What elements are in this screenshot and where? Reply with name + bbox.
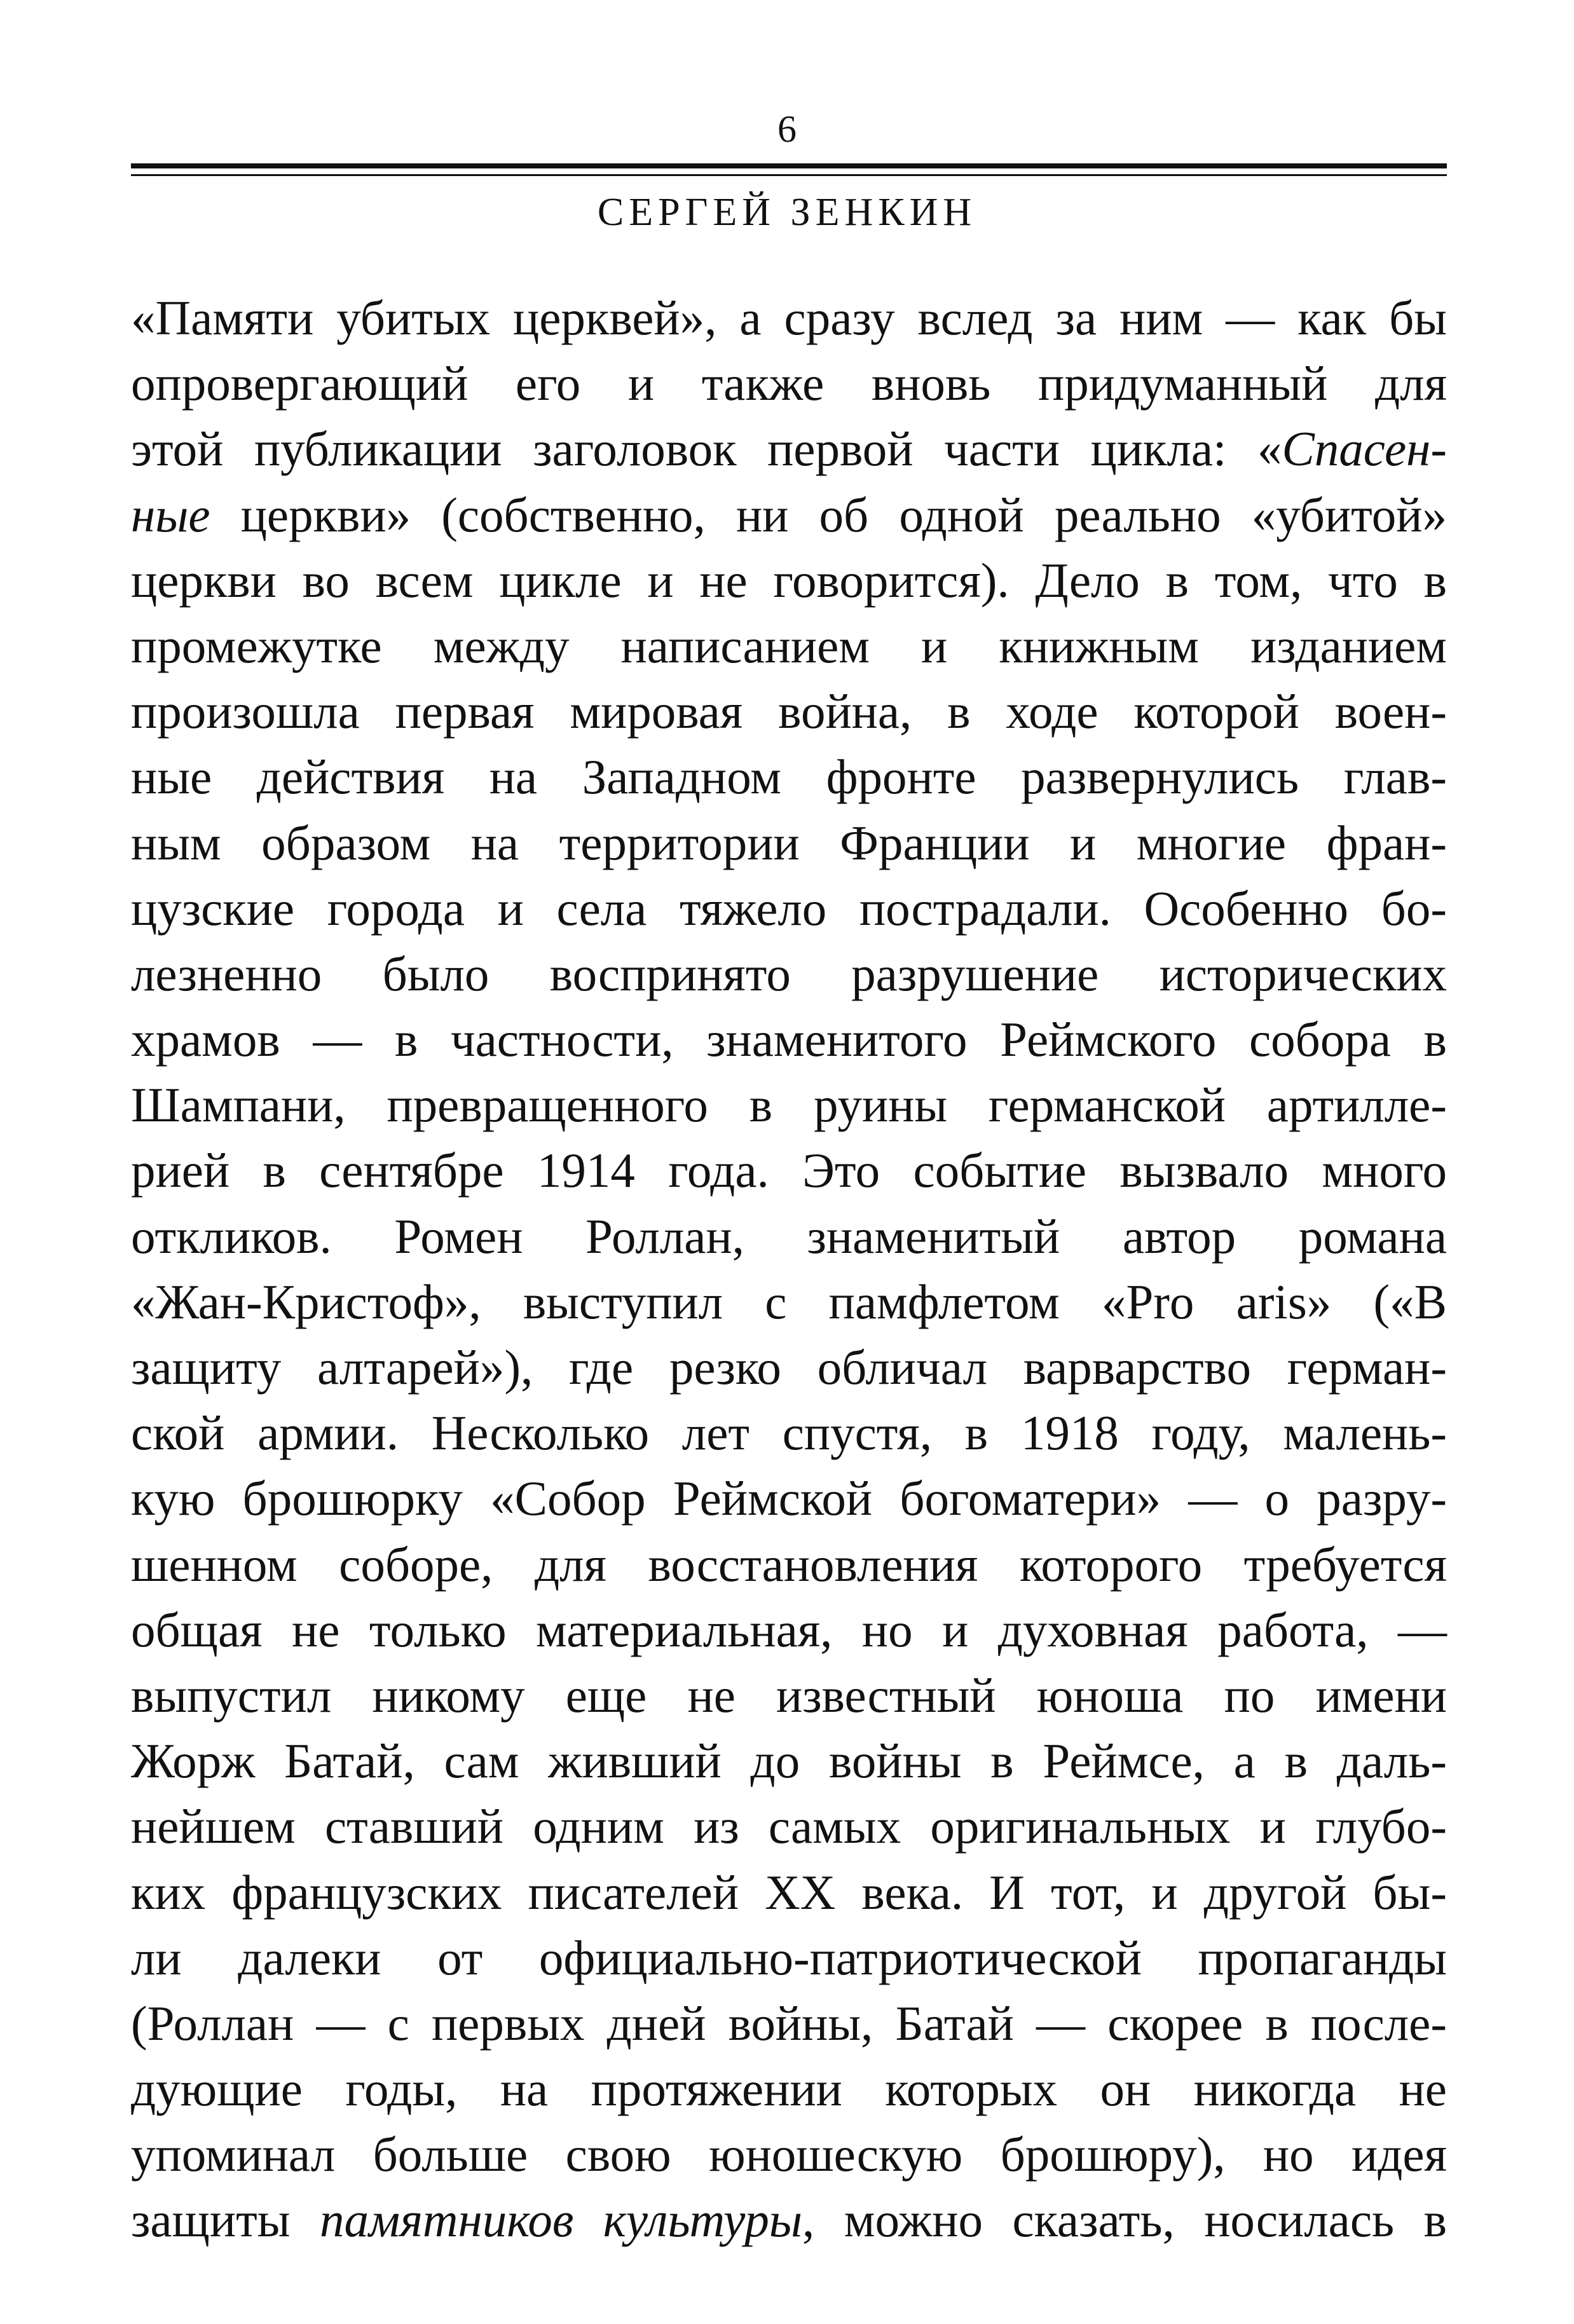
text-segment: Шампани, превращенного в руины германской артилле- xyxy=(131,1077,1447,1133)
text-line xyxy=(131,613,1447,679)
text-line xyxy=(131,1532,1447,1597)
text-segment: ких французских писателей XX века. И тот, и другой бы- xyxy=(131,1864,1447,1920)
text-line xyxy=(131,876,1447,941)
page-number: 6 xyxy=(777,108,797,150)
text-segment: шенном соборе, для восстановления которого требуется xyxy=(131,1536,1447,1592)
text-line xyxy=(131,1335,1447,1400)
text-line xyxy=(131,1728,1447,1794)
text-segment: храмов — в частности, знаменитого Реймского собора в xyxy=(131,1012,1447,1067)
text-segment: «Жан-Кристоф», выступил с памфлетом «Pro aris» («В xyxy=(131,1274,1447,1329)
text-segment: нейшем ставший одним из самых оригинальных и глубо- xyxy=(131,1799,1447,1854)
text-segment: кую брошюрку «Собор Реймской богоматери» — о разру- xyxy=(131,1471,1447,1526)
text-line xyxy=(131,2122,1447,2187)
header-rule-thin xyxy=(131,174,1447,176)
text-segment: «Памяти убитых церквей», а сразу вслед за ним — как бы xyxy=(131,290,1447,345)
text-segment: (Роллан — с первых дней войны, Батай — скорее в после- xyxy=(131,1995,1447,2051)
text-line xyxy=(131,1007,1447,1072)
text-line xyxy=(131,1204,1447,1269)
text-line xyxy=(131,548,1447,613)
text-segment: ным образом на территории Франции и многие фран- xyxy=(131,815,1447,870)
text-segment: защиту алтарей»), где резко обличал варварство герман- xyxy=(131,1340,1447,1395)
text-segment: дующие годы, на протяжении которых он никогда не xyxy=(131,2061,1447,2117)
text-line xyxy=(131,1794,1447,1859)
text-segment: упоминал больше свою юношескую брошюру), но идея xyxy=(131,2127,1447,2182)
text-line xyxy=(131,1269,1447,1335)
text-line xyxy=(131,1991,1447,2056)
text-line xyxy=(131,482,1447,548)
text-line xyxy=(131,351,1447,416)
text-segment: выпустил никому еще не известный юноша по имени xyxy=(131,1667,1447,1723)
body-text xyxy=(131,285,1447,2253)
italic-text: Спасен- xyxy=(1282,421,1447,477)
text-line xyxy=(131,1860,1447,1925)
text-segment: церкви во всем цикле и не говорится). Дело в том, что в xyxy=(131,552,1447,608)
header-rule-thick xyxy=(131,163,1447,168)
text-line xyxy=(131,2056,1447,2122)
text-line xyxy=(131,416,1447,482)
text-segment: опровергающий его и также вновь придуманный для xyxy=(131,356,1447,411)
text-segment: ли далеки от официально-патриотической пропаганды xyxy=(131,1930,1447,1985)
text-segment: общая не только материальная, но и духовная работа, — xyxy=(131,1602,1447,1657)
italic-text: памятников культуры xyxy=(320,2192,802,2248)
text-line xyxy=(131,1597,1447,1663)
text-segment: рией в сентябре 1914 года. Это событие вызвало много xyxy=(131,1143,1447,1198)
italic-text: ные xyxy=(131,487,210,542)
text-line xyxy=(131,1072,1447,1138)
text-line xyxy=(131,941,1447,1007)
text-line xyxy=(131,1925,1447,1991)
text-line xyxy=(131,1138,1447,1203)
text-segment: откликов. Ромен Роллан, знаменитый автор романа xyxy=(131,1208,1447,1264)
text-segment: защиты xyxy=(131,2192,320,2248)
text-segment: Жорж Батай, сам живший до войны в Реймсе, а в даль- xyxy=(131,1733,1447,1789)
text-segment: промежутке между написанием и книжным изданием xyxy=(131,618,1447,673)
text-segment: , можно сказать, носилась в xyxy=(802,2192,1447,2248)
text-segment: произошла первая мировая война, в ходе которой воен- xyxy=(131,684,1447,739)
text-line xyxy=(131,810,1447,876)
running-head: СЕРГЕЙ ЗЕНКИН xyxy=(597,191,977,234)
text-segment: церкви» (собственно, ни об одной реально «убитой» xyxy=(210,487,1447,542)
text-line xyxy=(131,744,1447,810)
text-line xyxy=(131,1400,1447,1466)
text-segment: этой публикации заголовок первой части цикла: « xyxy=(131,421,1282,477)
text-line xyxy=(131,2187,1447,2253)
text-segment: лезненно было воспринято разрушение исторических xyxy=(131,946,1447,1001)
text-line xyxy=(131,1663,1447,1728)
text-segment: ской армии. Несколько лет спустя, в 1918 году, малень- xyxy=(131,1405,1447,1461)
text-line xyxy=(131,1466,1447,1531)
text-segment: цузские города и села тяжело пострадали. Особенно бо- xyxy=(131,880,1447,936)
text-segment: ные действия на Западном фронте развернулись глав- xyxy=(131,749,1447,805)
text-line xyxy=(131,285,1447,351)
text-line xyxy=(131,679,1447,744)
